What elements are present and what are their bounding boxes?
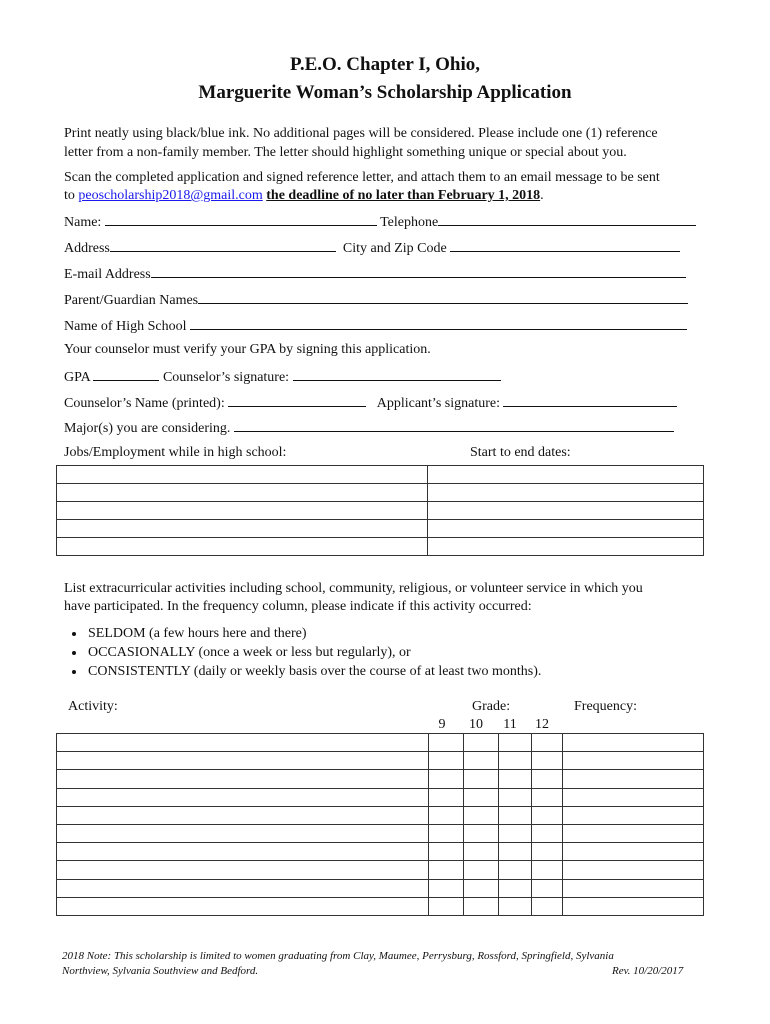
parent-guardian-field[interactable] <box>198 290 688 304</box>
grade-9-cell[interactable] <box>429 752 464 770</box>
grade-12-cell[interactable] <box>532 734 563 752</box>
grade-12-cell[interactable] <box>532 806 563 824</box>
grade-9-cell[interactable] <box>429 806 464 824</box>
frequency-cell[interactable] <box>563 788 704 806</box>
majors-field[interactable] <box>234 418 674 432</box>
grade-10-cell[interactable] <box>464 824 499 842</box>
gpa-label: GPA <box>64 370 90 385</box>
activity-cell[interactable] <box>57 843 429 861</box>
grade-9-cell[interactable] <box>429 788 464 806</box>
activities-intro-line-1: List extracurricular activities including school, community, religious, or volunteer service in which you <box>64 581 643 596</box>
counselor-name-label: Counselor’s Name (printed): <box>64 396 225 411</box>
grade-11-cell[interactable] <box>499 788 532 806</box>
jobs-row <box>57 484 704 502</box>
page-subtitle: Marguerite Woman’s Scholarship Application <box>198 82 572 103</box>
majors-row <box>64 418 674 438</box>
job-cell[interactable] <box>57 466 428 484</box>
dates-label: Start to end dates: <box>470 445 571 460</box>
job-dates-cell[interactable] <box>428 466 704 484</box>
grade-11-cell[interactable] <box>499 806 532 824</box>
frequency-item-occasionally: • OCCASIONALLY (once a week or less but regularly), or <box>86 643 541 662</box>
activity-row <box>57 806 704 824</box>
activity-cell[interactable] <box>57 879 429 897</box>
grade-10-label: 10 <box>469 717 483 732</box>
footer-note-line-1: 2018 Note: This scholarship is limited to women graduating from Clay, Maumee, Perrysburg, Rossford, Springfield, Sylvania <box>62 950 614 962</box>
gpa-note: Your counselor must verify your GPA by signing this application. <box>64 342 431 357</box>
activity-cell[interactable] <box>57 824 429 842</box>
job-dates-cell[interactable] <box>428 502 704 520</box>
intro-period: . <box>540 188 544 203</box>
email-address-field[interactable] <box>151 264 686 278</box>
telephone-field[interactable] <box>438 212 696 226</box>
jobs-table <box>56 465 704 556</box>
activity-row <box>57 734 704 752</box>
frequency-item-consistently: • CONSISTENTLY (daily or weekly basis over the course of at least two months). <box>86 662 541 681</box>
frequency-cell[interactable] <box>563 770 704 788</box>
intro-to: to <box>64 188 75 203</box>
frequency-cell[interactable] <box>563 806 704 824</box>
counselor-name-row <box>64 393 677 413</box>
grade-12-cell[interactable] <box>532 752 563 770</box>
grade-10-cell[interactable] <box>464 734 499 752</box>
frequency-list <box>64 624 541 681</box>
frequency-cell[interactable] <box>563 879 704 897</box>
address-label: Address <box>64 241 110 256</box>
intro-line-1: Print neatly using black/blue ink. No additional pages will be considered. Please include one (1) reference <box>64 126 658 141</box>
jobs-row <box>57 502 704 520</box>
grade-label: Grade: <box>472 699 511 714</box>
telephone-label: Telephone <box>380 215 439 230</box>
city-zip-field[interactable] <box>450 238 680 252</box>
grade-11-cell[interactable] <box>499 861 532 879</box>
activity-cell[interactable] <box>57 788 429 806</box>
email-address-label: E-mail Address <box>64 267 151 282</box>
parent-guardian-label: Parent/Guardian Names <box>64 293 199 308</box>
parent-row <box>64 290 688 310</box>
job-dates-cell[interactable] <box>428 538 704 556</box>
applicant-signature-field[interactable] <box>503 393 677 407</box>
grade-12-cell[interactable] <box>532 879 563 897</box>
job-dates-cell[interactable] <box>428 484 704 502</box>
high-school-field[interactable] <box>190 316 687 330</box>
email-link[interactable]: peoscholarship2018@gmail.com <box>78 188 263 203</box>
footer-revision: Rev. 10/20/2017 <box>612 965 684 977</box>
applicant-signature-label: Applicant’s signature: <box>376 396 500 411</box>
high-school-row <box>64 316 687 336</box>
grade-10-cell[interactable] <box>464 788 499 806</box>
frequency-label: Frequency: <box>574 699 637 714</box>
email-row <box>64 264 686 284</box>
intro-line-3: Scan the completed application and signed reference letter, and attach them to an email message to be sent <box>64 170 660 185</box>
frequency-cell[interactable] <box>563 897 704 915</box>
name-row <box>64 212 696 232</box>
counselor-name-field[interactable] <box>228 393 366 407</box>
address-row <box>64 238 680 258</box>
activity-row <box>57 752 704 770</box>
address-field[interactable] <box>110 238 336 252</box>
grade-9-cell[interactable] <box>429 879 464 897</box>
grade-10-cell[interactable] <box>464 770 499 788</box>
grade-12-label: 12 <box>535 717 549 732</box>
grade-11-cell[interactable] <box>499 897 532 915</box>
frequency-item-seldom: • SELDOM (a few hours here and there) <box>86 624 541 643</box>
activity-row <box>57 824 704 842</box>
grade-11-cell[interactable] <box>499 879 532 897</box>
grade-9-cell[interactable] <box>429 770 464 788</box>
grade-9-cell[interactable] <box>429 734 464 752</box>
activity-row <box>57 770 704 788</box>
activities-intro-line-2: have participated. In the frequency column, please indicate if this activity occurred: <box>64 599 532 614</box>
activity-row <box>57 788 704 806</box>
grade-10-cell[interactable] <box>464 861 499 879</box>
grade-11-cell[interactable] <box>499 752 532 770</box>
grade-12-cell[interactable] <box>532 770 563 788</box>
activity-cell[interactable] <box>57 734 429 752</box>
city-zip-label: City and Zip Code <box>342 241 447 256</box>
activity-cell[interactable] <box>57 770 429 788</box>
job-cell[interactable] <box>57 484 428 502</box>
grade-9-label: 9 <box>438 717 446 732</box>
grade-10-cell[interactable] <box>464 843 499 861</box>
gpa-field[interactable] <box>93 367 159 381</box>
frequency-cell[interactable] <box>563 734 704 752</box>
activity-cell[interactable] <box>57 806 429 824</box>
job-cell[interactable] <box>57 502 428 520</box>
grade-11-label: 11 <box>503 717 517 732</box>
frequency-cell[interactable] <box>563 861 704 879</box>
intro-line-4 <box>64 187 544 205</box>
activity-row <box>57 879 704 897</box>
grade-11-cell[interactable] <box>499 843 532 861</box>
deadline-text: the deadline of no later than February 1, 2018 <box>266 188 541 203</box>
activity-row <box>57 897 704 915</box>
footer-note-line-2: Northview, Sylvania Southview and Bedford. <box>62 965 259 977</box>
jobs-row <box>57 538 704 556</box>
grade-11-cell[interactable] <box>499 770 532 788</box>
activity-label: Activity: <box>68 699 118 714</box>
grade-9-cell[interactable] <box>429 897 464 915</box>
frequency-cell[interactable] <box>563 843 704 861</box>
grade-11-cell[interactable] <box>499 824 532 842</box>
grade-12-cell[interactable] <box>532 824 563 842</box>
grade-11-cell[interactable] <box>499 734 532 752</box>
grade-9-cell[interactable] <box>429 861 464 879</box>
activity-table <box>56 733 704 916</box>
grade-10-cell[interactable] <box>464 897 499 915</box>
grade-12-cell[interactable] <box>532 897 563 915</box>
grade-12-cell[interactable] <box>532 861 563 879</box>
frequency-cell[interactable] <box>563 752 704 770</box>
grade-12-cell[interactable] <box>532 843 563 861</box>
page-title: P.E.O. Chapter I, Ohio, <box>289 54 481 75</box>
activity-cell[interactable] <box>57 861 429 879</box>
high-school-label: Name of High School <box>64 319 187 334</box>
activity-cell[interactable] <box>57 897 429 915</box>
activity-row <box>57 861 704 879</box>
jobs-row <box>57 520 704 538</box>
grade-9-cell[interactable] <box>429 824 464 842</box>
grade-10-cell[interactable] <box>464 806 499 824</box>
gpa-row <box>64 367 501 387</box>
job-cell[interactable] <box>57 538 428 556</box>
majors-label: Major(s) you are considering. <box>64 421 231 436</box>
activity-row <box>57 843 704 861</box>
activity-cell[interactable] <box>57 752 429 770</box>
frequency-cell[interactable] <box>563 824 704 842</box>
job-cell[interactable] <box>57 520 428 538</box>
grade-9-cell[interactable] <box>429 843 464 861</box>
counselor-signature-field[interactable] <box>293 367 501 381</box>
name-label: Name: <box>64 215 102 230</box>
grade-12-cell[interactable] <box>532 788 563 806</box>
grade-10-cell[interactable] <box>464 752 499 770</box>
grade-10-cell[interactable] <box>464 879 499 897</box>
name-field[interactable] <box>105 212 377 226</box>
jobs-label: Jobs/Employment while in high school: <box>64 445 287 460</box>
job-dates-cell[interactable] <box>428 520 704 538</box>
counselor-signature-label: Counselor’s signature: <box>162 370 290 385</box>
intro-line-2: letter from a non-family member. The letter should highlight something unique or special about you. <box>64 145 627 160</box>
jobs-row <box>57 466 704 484</box>
